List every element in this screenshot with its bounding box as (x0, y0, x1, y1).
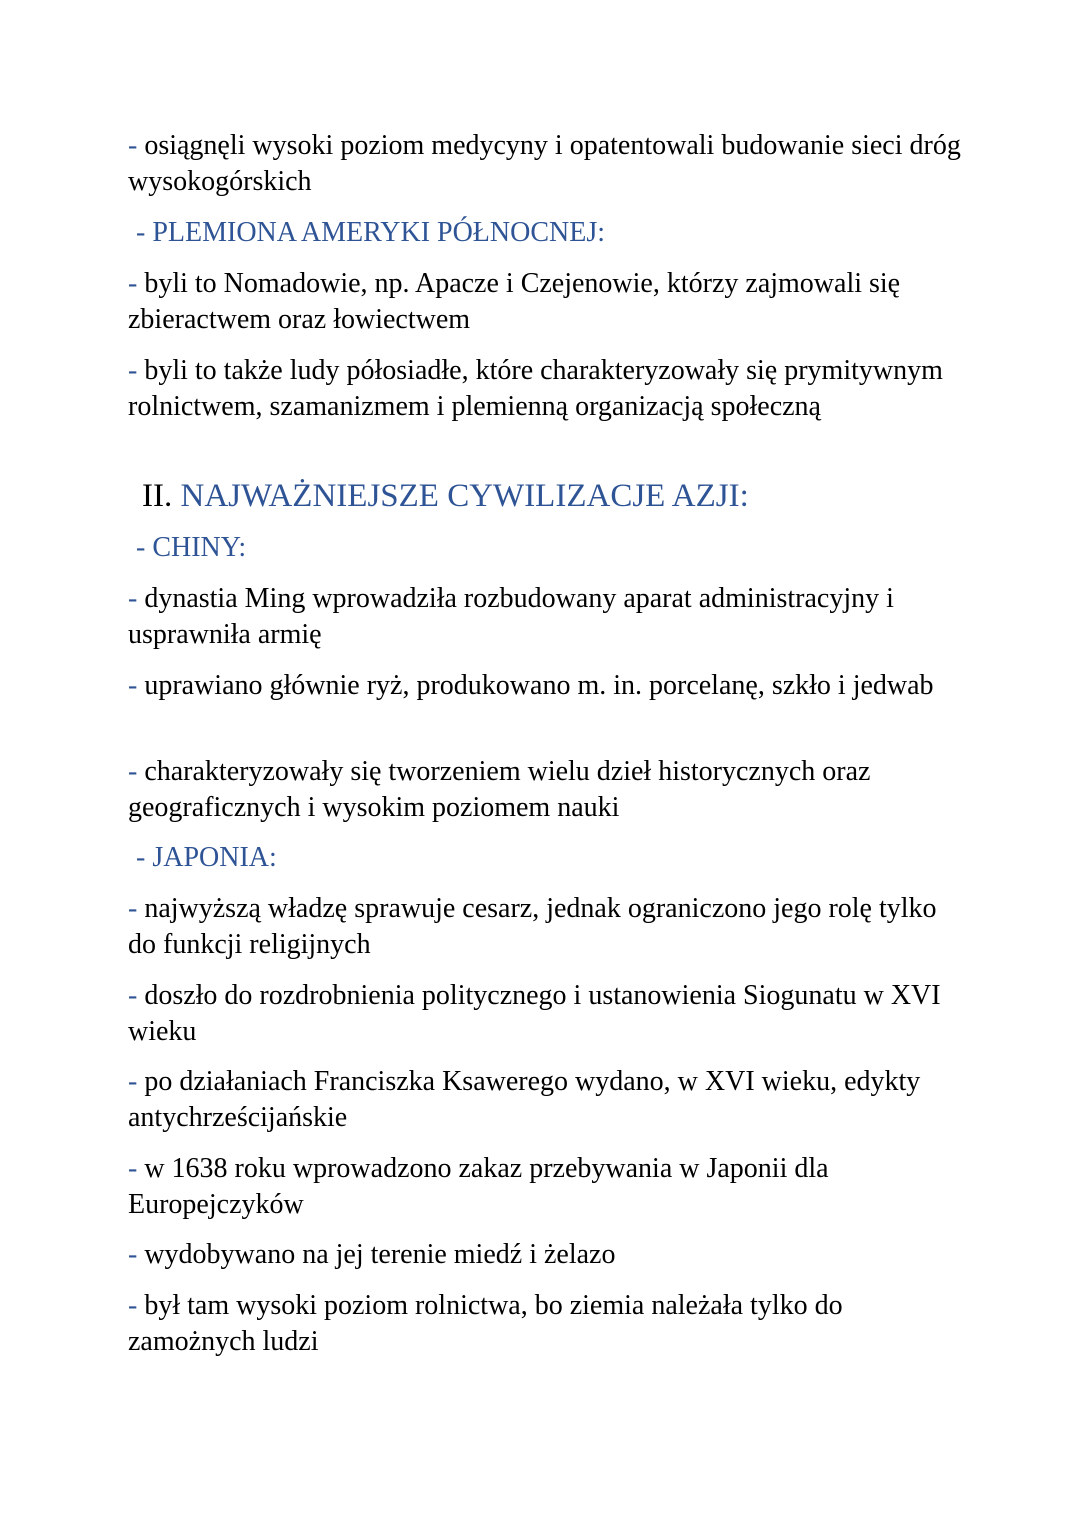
paragraph-text: dynastia Ming wprowadziła rozbudowany aparat administracyjny i usprawniła armię (128, 583, 894, 650)
paragraph-text: był tam wysoki poziom rolnictwa, bo ziemia należała tylko do zamożnych ludzi (128, 1290, 843, 1357)
paragraph-text: byli to Nomadowie, np. Apacze i Czejenowie, którzy zajmowali się zbieractwem oraz łowiectwem (128, 268, 901, 335)
japan-item (128, 1288, 968, 1360)
bullet-dash: - (128, 130, 138, 161)
japan-item (128, 891, 968, 963)
japan-heading: - JAPONIA: (136, 842, 277, 873)
paragraph-text: w 1638 roku wprowadzono zakaz przebywania w Japonii dla Europejczyków (128, 1153, 829, 1220)
section-title: NAJWAŻNIEJSZE CYWILIZACJE AZJI: (180, 478, 749, 514)
japan-item (128, 1064, 968, 1136)
bullet-dash: - (128, 670, 138, 701)
section-heading (142, 476, 749, 516)
bullet-dash: - (128, 1066, 138, 1097)
bullet-dash: - (128, 355, 138, 386)
paragraph-text: osiągnęli wysoki poziom medycyny i opatentowali budowanie sieci dróg wysokogórskich (128, 130, 961, 197)
paragraph-text: doszło do rozdrobnienia politycznego i ustanowienia Siogunatu w XVI wieku (128, 980, 941, 1047)
japan-item (128, 978, 968, 1050)
bullet-dash: - (128, 1153, 138, 1184)
section-number: II. (142, 478, 173, 514)
paragraph-text: najwyższą władzę sprawuje cesarz, jednak ograniczono jego rolę tylko do funkcji religijnych (128, 893, 937, 960)
bullet-dash: - (128, 268, 138, 299)
japan-item (128, 1237, 968, 1273)
china-item (128, 581, 968, 653)
china-heading: - CHINY: (136, 532, 247, 563)
north-america-item (128, 353, 968, 425)
intro-paragraph (128, 128, 968, 200)
japan-item (128, 1151, 968, 1223)
north-america-item (128, 266, 968, 338)
paragraph-text: po działaniach Franciszka Ksawerego wydano, w XVI wieku, edykty antychrześcijańskie (128, 1066, 921, 1133)
north-america-heading: - PLEMIONA AMERYKI PÓŁNOCNEJ: (136, 217, 606, 248)
bullet-dash: - (128, 1290, 138, 1321)
paragraph-text: uprawiano głównie ryż, produkowano m. in. porcelanę, szkło i jedwab (144, 670, 934, 701)
paragraph-text: byli to także ludy półosiadłe, które charakteryzowały się prymitywnym rolnictwem, szamanizmem i plemienną organizacją społeczną (128, 355, 943, 422)
paragraph-text: charakteryzowały się tworzeniem wielu dzieł historycznych oraz geograficznych i wysokim poziomem nauki (128, 756, 871, 823)
bullet-dash: - (128, 980, 138, 1011)
bullet-dash: - (128, 756, 138, 787)
bullet-dash: - (128, 583, 138, 614)
china-item (128, 668, 968, 704)
china-item (128, 754, 968, 826)
bullet-dash: - (128, 1239, 138, 1270)
bullet-dash: - (128, 893, 138, 924)
paragraph-text: wydobywano na jej terenie miedź i żelazo (144, 1239, 616, 1270)
